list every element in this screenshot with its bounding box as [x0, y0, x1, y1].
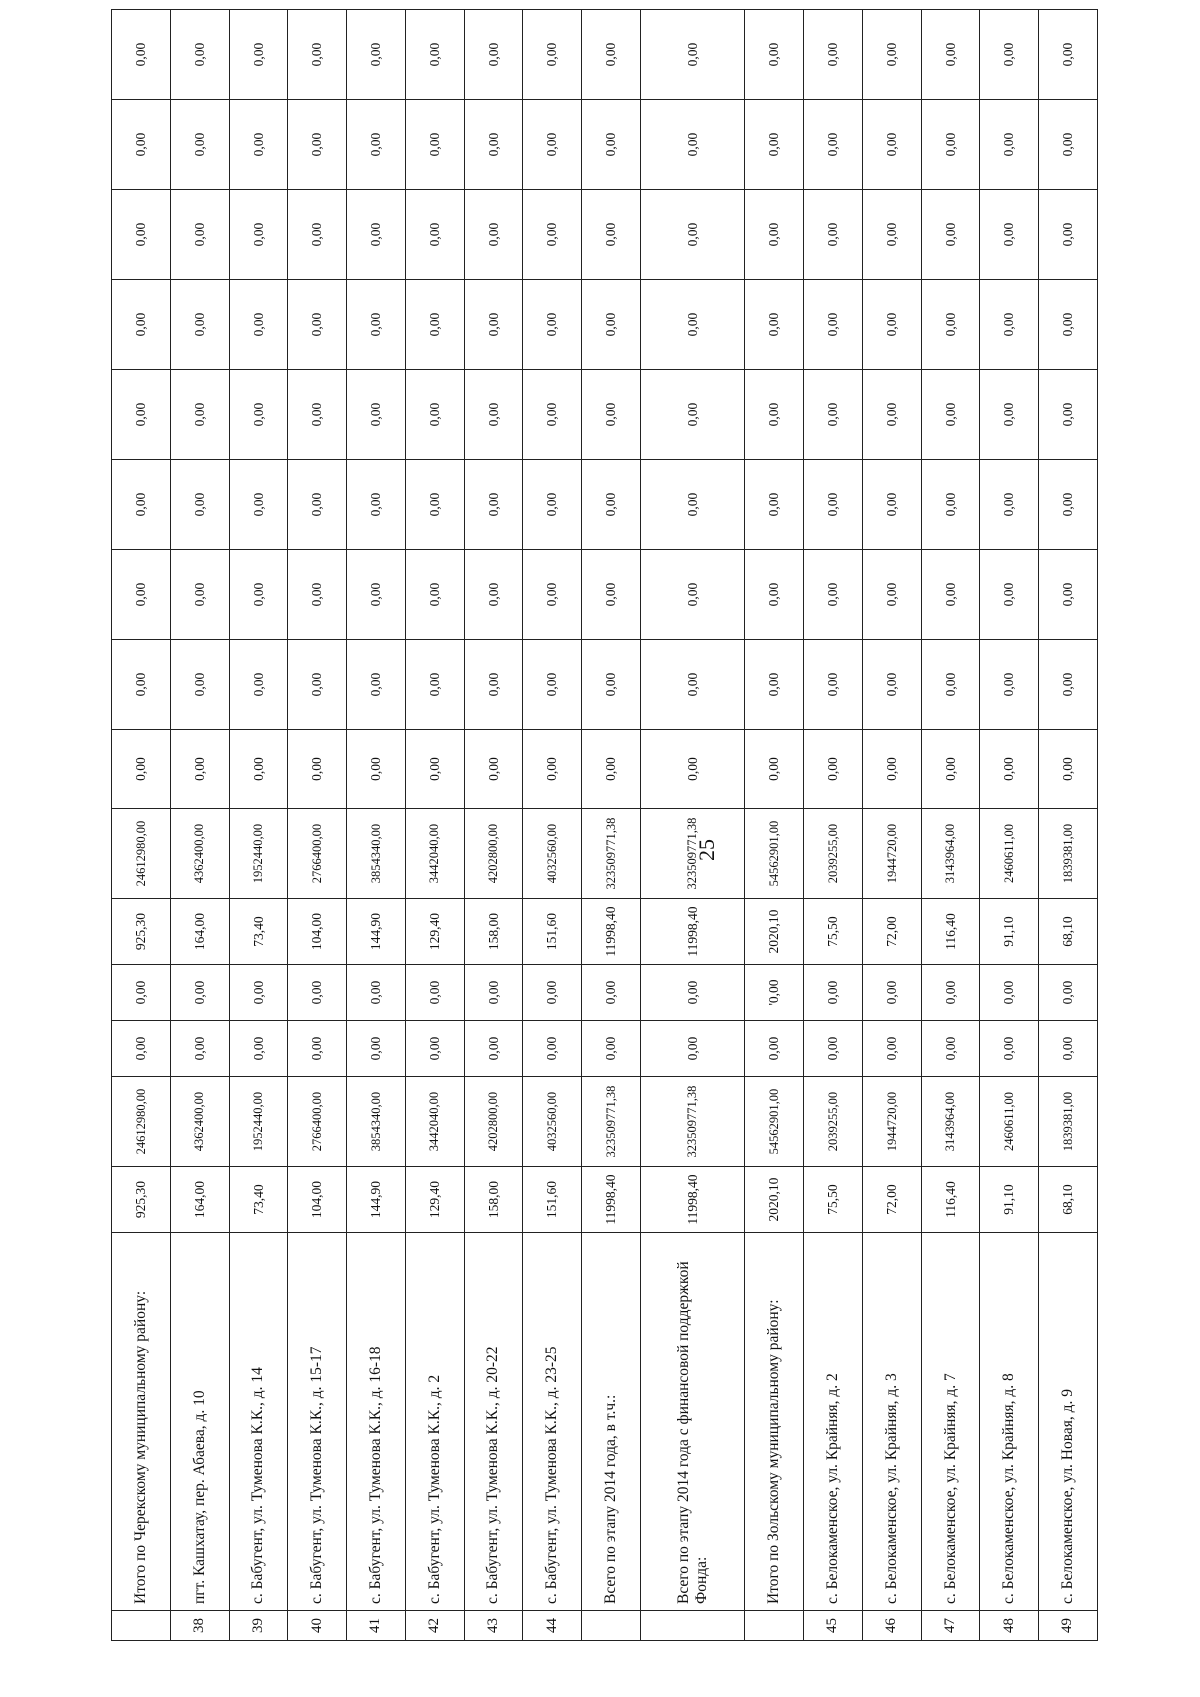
value-cell: 0,00	[464, 190, 523, 280]
value-cell: 0,00	[582, 190, 641, 280]
value-cell: 2766400,00	[288, 1077, 347, 1167]
value-cell: 72,00	[862, 899, 921, 965]
value-cell: 0,00	[745, 640, 804, 730]
value-cell: 0,00	[1039, 965, 1098, 1021]
table-row	[640, 10, 745, 1641]
address-cell: с. Бабугент, ул. Туменова К.К., д. 20-22	[464, 1233, 523, 1611]
value-cell: 2039255,00	[804, 1077, 863, 1167]
value-cell: 0,00	[804, 100, 863, 190]
value-cell: 0,00	[980, 100, 1039, 190]
value-cell: 0,00	[170, 1021, 229, 1077]
address-cell: Всего по этапу 2014 года, в т.ч.:	[582, 1233, 641, 1611]
value-cell: 323509771,38	[640, 1077, 745, 1167]
value-cell: 0,00	[170, 965, 229, 1021]
value-cell: 0,00	[582, 730, 641, 809]
data-table-container	[111, 42, 1098, 1641]
value-cell: 164,00	[170, 899, 229, 965]
row-number	[640, 1611, 745, 1641]
value-cell: 323509771,38	[582, 809, 641, 899]
value-cell: 0,00	[980, 370, 1039, 460]
value-cell: 0,00	[288, 730, 347, 809]
address-cell: с. Бабугент, ул. Туменова К.К., д. 16-18	[347, 1233, 406, 1611]
value-cell: 73,40	[229, 899, 288, 965]
value-cell: 0,00	[1039, 280, 1098, 370]
value-cell: 0,00	[523, 10, 582, 100]
value-cell: 1952440,00	[229, 1077, 288, 1167]
row-number: 44	[523, 1611, 582, 1641]
value-cell: 0,00	[229, 1021, 288, 1077]
value-cell: 151,60	[523, 1167, 582, 1233]
value-cell: 0,00	[347, 965, 406, 1021]
table-row	[405, 10, 464, 1641]
value-cell: 0,00	[229, 730, 288, 809]
value-cell: 0,00	[582, 1021, 641, 1077]
value-cell: 75,50	[804, 1167, 863, 1233]
value-cell: 0,00	[170, 550, 229, 640]
value-cell: 0,00	[288, 190, 347, 280]
value-cell: 0,00	[862, 640, 921, 730]
value-cell: 0,00	[229, 190, 288, 280]
value-cell: 1839381,00	[1039, 1077, 1098, 1167]
value-cell: 0,00	[288, 10, 347, 100]
value-cell: 0,00	[804, 280, 863, 370]
value-cell: 1839381,00	[1039, 809, 1098, 899]
value-cell: 0,00	[288, 640, 347, 730]
value-cell: 0,00	[523, 370, 582, 460]
row-number: 46	[862, 1611, 921, 1641]
value-cell: 0,00	[980, 640, 1039, 730]
value-cell: 0,00	[464, 965, 523, 1021]
value-cell: 0,00	[229, 100, 288, 190]
value-cell: 164,00	[170, 1167, 229, 1233]
value-cell: 0,00	[640, 1021, 745, 1077]
value-cell: 0,00	[112, 100, 171, 190]
value-cell: 0,00	[464, 730, 523, 809]
table-row	[1039, 10, 1098, 1641]
value-cell: 0,00	[804, 965, 863, 1021]
value-cell: 0,00	[582, 965, 641, 1021]
value-cell: 0,00	[288, 550, 347, 640]
value-cell: 0,00	[288, 100, 347, 190]
value-cell: 11998,40	[582, 899, 641, 965]
table-row	[229, 10, 288, 1641]
value-cell: 3854340,00	[347, 809, 406, 899]
value-cell: 0,00	[347, 370, 406, 460]
row-number: 43	[464, 1611, 523, 1641]
value-cell: 0,00	[112, 370, 171, 460]
value-cell: 0,00	[347, 550, 406, 640]
value-cell: 323509771,38	[640, 809, 745, 899]
value-cell: 144,90	[347, 899, 406, 965]
value-cell: 91,10	[980, 899, 1039, 965]
value-cell: 0,00	[980, 190, 1039, 280]
value-cell: 0,00	[862, 730, 921, 809]
value-cell: 0,00	[1039, 730, 1098, 809]
value-cell: 2766400,00	[288, 809, 347, 899]
table-row	[523, 10, 582, 1641]
value-cell: 0,00	[112, 640, 171, 730]
value-cell: 2460611,00	[980, 1077, 1039, 1167]
value-cell: 0,00	[1039, 100, 1098, 190]
value-cell: 0,00	[288, 280, 347, 370]
value-cell: 0,00	[405, 640, 464, 730]
row-number: 45	[804, 1611, 863, 1641]
value-cell: 91,10	[980, 1167, 1039, 1233]
value-cell: 0,00	[862, 10, 921, 100]
value-cell: 0,00	[582, 460, 641, 550]
address-cell: с. Белокаменское, ул. Крайняя, д. 7	[921, 1233, 980, 1611]
value-cell: 0,00	[347, 730, 406, 809]
value-cell: 73,40	[229, 1167, 288, 1233]
address-cell: Всего по этапу 2014 года с финансовой поддержкой Фонда:	[640, 1233, 745, 1611]
value-cell: 1952440,00	[229, 809, 288, 899]
value-cell: 0,00	[745, 10, 804, 100]
value-cell: 68,10	[1039, 1167, 1098, 1233]
value-cell: 0,00	[229, 640, 288, 730]
value-cell: 104,00	[288, 1167, 347, 1233]
value-cell: 0,00	[1039, 10, 1098, 100]
value-cell: 0,00	[523, 965, 582, 1021]
table-row	[804, 10, 863, 1641]
value-cell: 0,00	[804, 1021, 863, 1077]
value-cell: 129,40	[405, 1167, 464, 1233]
value-cell: 0,00	[1039, 190, 1098, 280]
address-cell: с. Бабугент, ул. Туменова К.К., д. 23-25	[523, 1233, 582, 1611]
value-cell: 0,00	[405, 10, 464, 100]
value-cell: 0,00	[745, 370, 804, 460]
value-cell: 0,00	[1039, 640, 1098, 730]
table-row	[862, 10, 921, 1641]
value-cell: 0,00	[464, 280, 523, 370]
value-cell: 0,00	[405, 280, 464, 370]
value-cell: 0,00	[170, 100, 229, 190]
value-cell: 0,00	[862, 370, 921, 460]
value-cell: 0,00	[170, 370, 229, 460]
value-cell: 0,00	[170, 640, 229, 730]
value-cell: 0,00	[170, 10, 229, 100]
value-cell: 0,00	[745, 460, 804, 550]
value-cell: 0,00	[405, 1021, 464, 1077]
value-cell: 0,00	[347, 190, 406, 280]
value-cell: 0,00	[405, 370, 464, 460]
value-cell: 68,10	[1039, 899, 1098, 965]
value-cell: '0,00	[745, 965, 804, 1021]
value-cell: 0,00	[804, 550, 863, 640]
value-cell: 0,00	[582, 640, 641, 730]
value-cell: 0,00	[640, 550, 745, 640]
value-cell: 0,00	[980, 730, 1039, 809]
value-cell: 0,00	[804, 190, 863, 280]
value-cell: 0,00	[862, 1021, 921, 1077]
value-cell: 11998,40	[640, 899, 745, 965]
value-cell: 0,00	[229, 280, 288, 370]
value-cell: 0,00	[464, 10, 523, 100]
value-cell: 0,00	[405, 965, 464, 1021]
value-cell: 0,00	[582, 100, 641, 190]
value-cell: 0,00	[347, 1021, 406, 1077]
value-cell: 0,00	[921, 100, 980, 190]
value-cell: 0,00	[464, 100, 523, 190]
value-cell: 0,00	[804, 460, 863, 550]
page-number: 25	[694, 839, 719, 861]
value-cell: 0,00	[1039, 370, 1098, 460]
value-cell: 0,00	[980, 10, 1039, 100]
value-cell: 0,00	[745, 100, 804, 190]
value-cell: 0,00	[980, 1021, 1039, 1077]
value-cell: 151,60	[523, 899, 582, 965]
value-cell: 0,00	[640, 640, 745, 730]
value-cell: 0,00	[640, 965, 745, 1021]
table-row	[980, 10, 1039, 1641]
value-cell: 0,00	[405, 100, 464, 190]
value-cell: 75,50	[804, 899, 863, 965]
value-cell: 1944720,00	[862, 1077, 921, 1167]
value-cell: 925,30	[112, 899, 171, 965]
value-cell: 0,00	[229, 965, 288, 1021]
table-row	[347, 10, 406, 1641]
value-cell: 0,00	[347, 280, 406, 370]
value-cell: 144,90	[347, 1167, 406, 1233]
value-cell: 0,00	[464, 550, 523, 640]
value-cell: 4362400,00	[170, 1077, 229, 1167]
value-cell: 0,00	[170, 190, 229, 280]
value-cell: 0,00	[464, 1021, 523, 1077]
table-row	[921, 10, 980, 1641]
value-cell: 0,00	[804, 640, 863, 730]
table-row	[170, 10, 229, 1641]
value-cell: 925,30	[112, 1167, 171, 1233]
value-cell: 0,00	[405, 730, 464, 809]
row-number: 42	[405, 1611, 464, 1641]
value-cell: 0,00	[229, 10, 288, 100]
value-cell: 0,00	[288, 965, 347, 1021]
value-cell: 2460611,00	[980, 809, 1039, 899]
value-cell: 0,00	[921, 1021, 980, 1077]
address-cell: с. Белокаменское, ул. Новая, д. 9	[1039, 1233, 1098, 1611]
value-cell: 0,00	[288, 460, 347, 550]
value-cell: 0,00	[862, 280, 921, 370]
value-cell: 0,00	[229, 550, 288, 640]
value-cell: 0,00	[582, 370, 641, 460]
value-cell: 0,00	[464, 460, 523, 550]
value-cell: 0,00	[523, 280, 582, 370]
value-cell: 0,00	[523, 100, 582, 190]
row-number: 40	[288, 1611, 347, 1641]
value-cell: 0,00	[921, 190, 980, 280]
value-cell: 158,00	[464, 1167, 523, 1233]
value-cell: 0,00	[921, 370, 980, 460]
table-row	[288, 10, 347, 1641]
value-cell: 0,00	[980, 280, 1039, 370]
value-cell: 0,00	[1039, 1021, 1098, 1077]
row-number	[112, 1611, 171, 1641]
table-row	[582, 10, 641, 1641]
value-cell: 116,40	[921, 1167, 980, 1233]
value-cell: 0,00	[804, 730, 863, 809]
value-cell: 0,00	[523, 730, 582, 809]
value-cell: 11998,40	[582, 1167, 641, 1233]
address-cell: пгт. Кашхатау, пер. Абаева, д. 10	[170, 1233, 229, 1611]
value-cell: 0,00	[523, 640, 582, 730]
row-number	[582, 1611, 641, 1641]
value-cell: 0,00	[862, 550, 921, 640]
value-cell: 0,00	[921, 965, 980, 1021]
value-cell: 0,00	[745, 550, 804, 640]
value-cell: 0,00	[745, 190, 804, 280]
value-cell: 0,00	[112, 280, 171, 370]
value-cell: 3442040,00	[405, 1077, 464, 1167]
value-cell: 158,00	[464, 899, 523, 965]
value-cell: 0,00	[112, 550, 171, 640]
row-number: 48	[980, 1611, 1039, 1641]
value-cell: 0,00	[229, 460, 288, 550]
value-cell: 0,00	[347, 100, 406, 190]
value-cell: 0,00	[862, 460, 921, 550]
table-row	[112, 10, 171, 1641]
table-row	[745, 10, 804, 1641]
value-cell: 0,00	[523, 550, 582, 640]
row-number: 47	[921, 1611, 980, 1641]
value-cell: 0,00	[523, 190, 582, 280]
address-cell: с. Белокаменское, ул. Крайняя, д. 8	[980, 1233, 1039, 1611]
value-cell: 11998,40	[640, 1167, 745, 1233]
value-cell: 0,00	[745, 1021, 804, 1077]
value-cell: 0,00	[582, 10, 641, 100]
row-number	[745, 1611, 804, 1641]
value-cell: 0,00	[405, 460, 464, 550]
value-cell: 0,00	[112, 190, 171, 280]
value-cell: 0,00	[640, 280, 745, 370]
value-cell: 0,00	[980, 460, 1039, 550]
value-cell: 3143964,00	[921, 809, 980, 899]
value-cell: 0,00	[921, 550, 980, 640]
value-cell: 0,00	[804, 370, 863, 460]
value-cell: 0,00	[347, 460, 406, 550]
value-cell: 0,00	[582, 280, 641, 370]
value-cell: 3442040,00	[405, 809, 464, 899]
value-cell: 0,00	[921, 10, 980, 100]
row-number: 41	[347, 1611, 406, 1641]
value-cell: 0,00	[523, 1021, 582, 1077]
value-cell: 4032560,00	[523, 809, 582, 899]
value-cell: 0,00	[921, 640, 980, 730]
value-cell: 24612980,00	[112, 809, 171, 899]
table-row	[464, 10, 523, 1641]
row-number: 39	[229, 1611, 288, 1641]
value-cell: 0,00	[464, 640, 523, 730]
value-cell: 0,00	[862, 965, 921, 1021]
value-cell: 0,00	[582, 550, 641, 640]
value-cell: 116,40	[921, 899, 980, 965]
address-cell: с. Белокаменское, ул. Крайняя, д. 2	[804, 1233, 863, 1611]
value-cell: 3854340,00	[347, 1077, 406, 1167]
value-cell: 0,00	[170, 280, 229, 370]
address-cell: с. Бабугент, ул. Туменова К.К., д. 2	[405, 1233, 464, 1611]
value-cell: 0,00	[804, 10, 863, 100]
value-cell: 0,00	[1039, 460, 1098, 550]
value-cell: 0,00	[921, 460, 980, 550]
address-cell: с. Белокаменское, ул. Крайняя, д. 3	[862, 1233, 921, 1611]
value-cell: 0,00	[347, 640, 406, 730]
value-cell: 0,00	[640, 730, 745, 809]
address-cell: с. Бабугент, ул. Туменова К.К., д. 15-17	[288, 1233, 347, 1611]
value-cell: 0,00	[640, 190, 745, 280]
value-cell: 0,00	[288, 370, 347, 460]
value-cell: 24612980,00	[112, 1077, 171, 1167]
value-cell: 0,00	[980, 965, 1039, 1021]
value-cell: 0,00	[921, 730, 980, 809]
value-cell: 54562901,00	[745, 1077, 804, 1167]
value-cell: 0,00	[640, 460, 745, 550]
value-cell: 0,00	[464, 370, 523, 460]
value-cell: 0,00	[112, 730, 171, 809]
value-cell: 0,00	[112, 1021, 171, 1077]
value-cell: 0,00	[405, 550, 464, 640]
value-cell: 0,00	[112, 10, 171, 100]
value-cell: 72,00	[862, 1167, 921, 1233]
value-cell: 0,00	[1039, 550, 1098, 640]
value-cell: 0,00	[745, 280, 804, 370]
value-cell: 4362400,00	[170, 809, 229, 899]
value-cell: 0,00	[112, 965, 171, 1021]
row-number: 49	[1039, 1611, 1098, 1641]
value-cell: 0,00	[347, 10, 406, 100]
value-cell: 4032560,00	[523, 1077, 582, 1167]
value-cell: 0,00	[288, 1021, 347, 1077]
value-cell: 0,00	[405, 190, 464, 280]
address-cell: Итого по Черекскому муниципальному району:	[112, 1233, 171, 1611]
value-cell: 4202800,00	[464, 809, 523, 899]
value-cell: 0,00	[862, 100, 921, 190]
value-cell: 2039255,00	[804, 809, 863, 899]
value-cell: 0,00	[112, 460, 171, 550]
address-cell: Итого по Зольскому муниципальному району:	[745, 1233, 804, 1611]
value-cell: 1944720,00	[862, 809, 921, 899]
value-cell: 0,00	[640, 100, 745, 190]
value-cell: 104,00	[288, 899, 347, 965]
value-cell: 0,00	[640, 370, 745, 460]
table-body	[112, 10, 1098, 1641]
value-cell: 0,00	[745, 730, 804, 809]
value-cell: 2020,10	[745, 1167, 804, 1233]
value-cell: 0,00	[980, 550, 1039, 640]
value-cell: 0,00	[921, 280, 980, 370]
value-cell: 0,00	[170, 730, 229, 809]
housing-program-table	[111, 9, 1098, 1641]
value-cell: 0,00	[862, 190, 921, 280]
row-number: 38	[170, 1611, 229, 1641]
value-cell: 0,00	[640, 10, 745, 100]
value-cell: 129,40	[405, 899, 464, 965]
value-cell: 0,00	[229, 370, 288, 460]
value-cell: 0,00	[170, 460, 229, 550]
value-cell: 3143964,00	[921, 1077, 980, 1167]
value-cell: 323509771,38	[582, 1077, 641, 1167]
value-cell: 0,00	[523, 460, 582, 550]
value-cell: 54562901,00	[745, 809, 804, 899]
address-cell: с. Бабугент, ул. Туменова К.К., д. 14	[229, 1233, 288, 1611]
value-cell: 4202800,00	[464, 1077, 523, 1167]
value-cell: 2020,10	[745, 899, 804, 965]
